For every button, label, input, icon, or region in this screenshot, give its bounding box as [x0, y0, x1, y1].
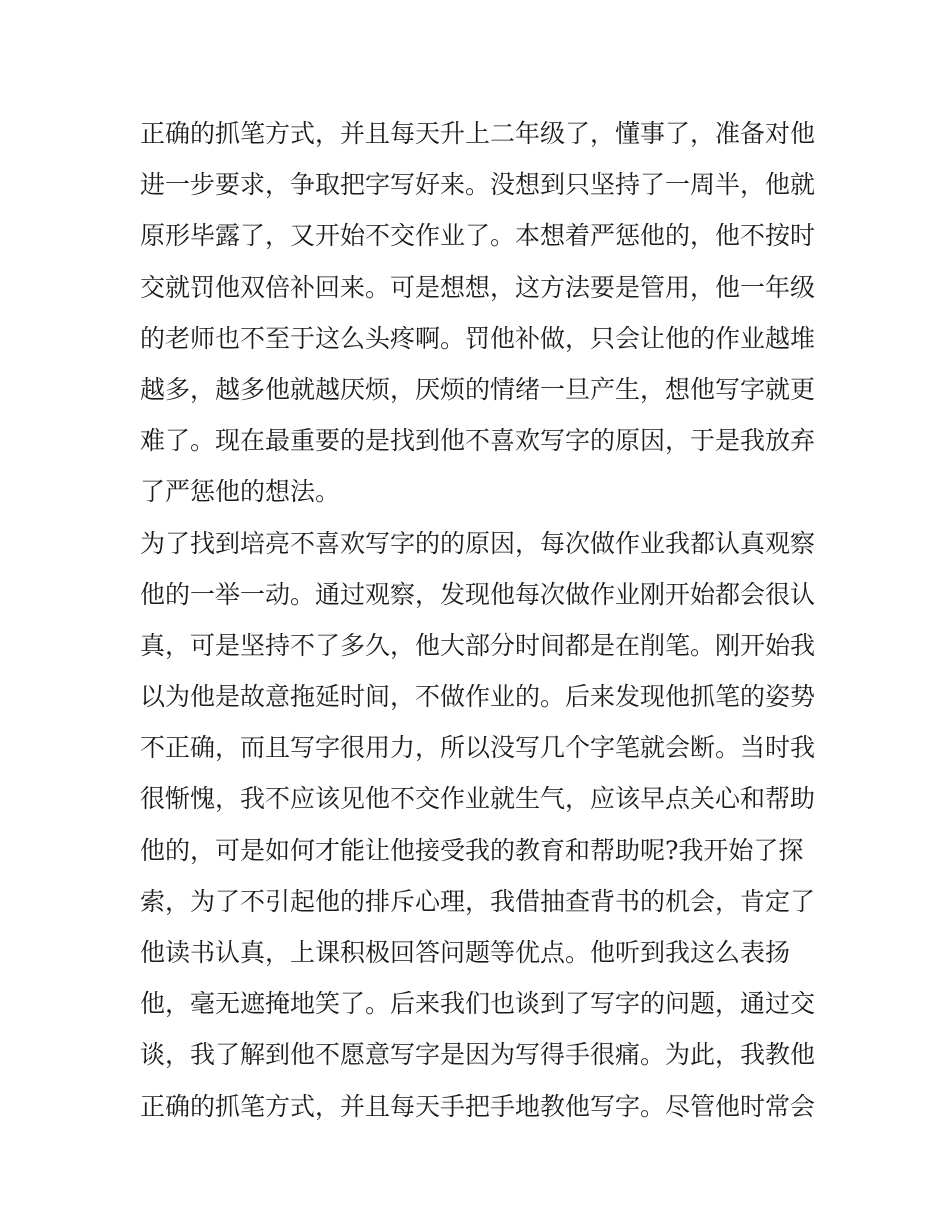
text-line: 谈，我了解到他不愿意写字是因为写得手很痛。为此，我教他 [140, 1040, 816, 1070]
text-line: 越多，越多他就越厌烦，厌烦的情绪一旦产生，想他写字就更 [140, 374, 816, 404]
text-line: 以为他是故意拖延时间，不做作业的。后来发现他抓笔的姿势 [140, 682, 816, 712]
text-line: 他，毫无遮掩地笑了。后来我们也谈到了写字的问题，通过交 [140, 989, 816, 1019]
text-line: 交就罚他双倍补回来。可是想想，这方法要是管用，他一年级 [140, 272, 816, 302]
text-line: 正确的抓笔方式，并且每天手把手地教他写字。尽管他时常会 [140, 1091, 816, 1121]
text-line: 了严惩他的想法。 [140, 477, 341, 507]
text-line: 不正确，而且写字很用力，所以没写几个字笔就会断。当时我 [140, 733, 816, 763]
text-line: 进一步要求，争取把字写好来。没想到只坚持了一周半，他就 [140, 170, 816, 200]
text-line: 正确的抓笔方式，并且每天升上二年级了，懂事了，准备对他 [140, 119, 816, 148]
text-line: 为了找到培亮不喜欢写字的的原因，每次做作业我都认真观察 [140, 528, 816, 558]
text-line: 真，可是坚持不了多久，他大部分时间都是在削笔。刚开始我 [140, 630, 816, 660]
text-line: 他的一举一动。通过观察，发现他每次做作业刚开始都会很认 [140, 579, 816, 609]
text-line: 索，为了不引起他的排斥心理，我借抽查背书的机会，肯定了 [140, 886, 816, 916]
text-line: 很惭愧，我不应该见他不交作业就生气，应该早点关心和帮助 [140, 784, 816, 814]
text-line: 原形毕露了，又开始不交作业了。本想着严惩他的，他不按时 [140, 221, 816, 251]
text-line: 他的，可是如何才能让他接受我的教育和帮助呢?我开始了探 [140, 835, 804, 865]
text-line: 他读书认真，上课积极回答问题等优点。他听到我这么表扬 [140, 938, 791, 967]
text-line: 难了。现在最重要的是找到他不喜欢写字的原因，于是我放弃 [140, 426, 816, 456]
body-text [140, 108, 820, 1132]
text-line: 的老师也不至于这么头疼啊。罚他补做，只会让他的作业越堆 [140, 323, 816, 353]
